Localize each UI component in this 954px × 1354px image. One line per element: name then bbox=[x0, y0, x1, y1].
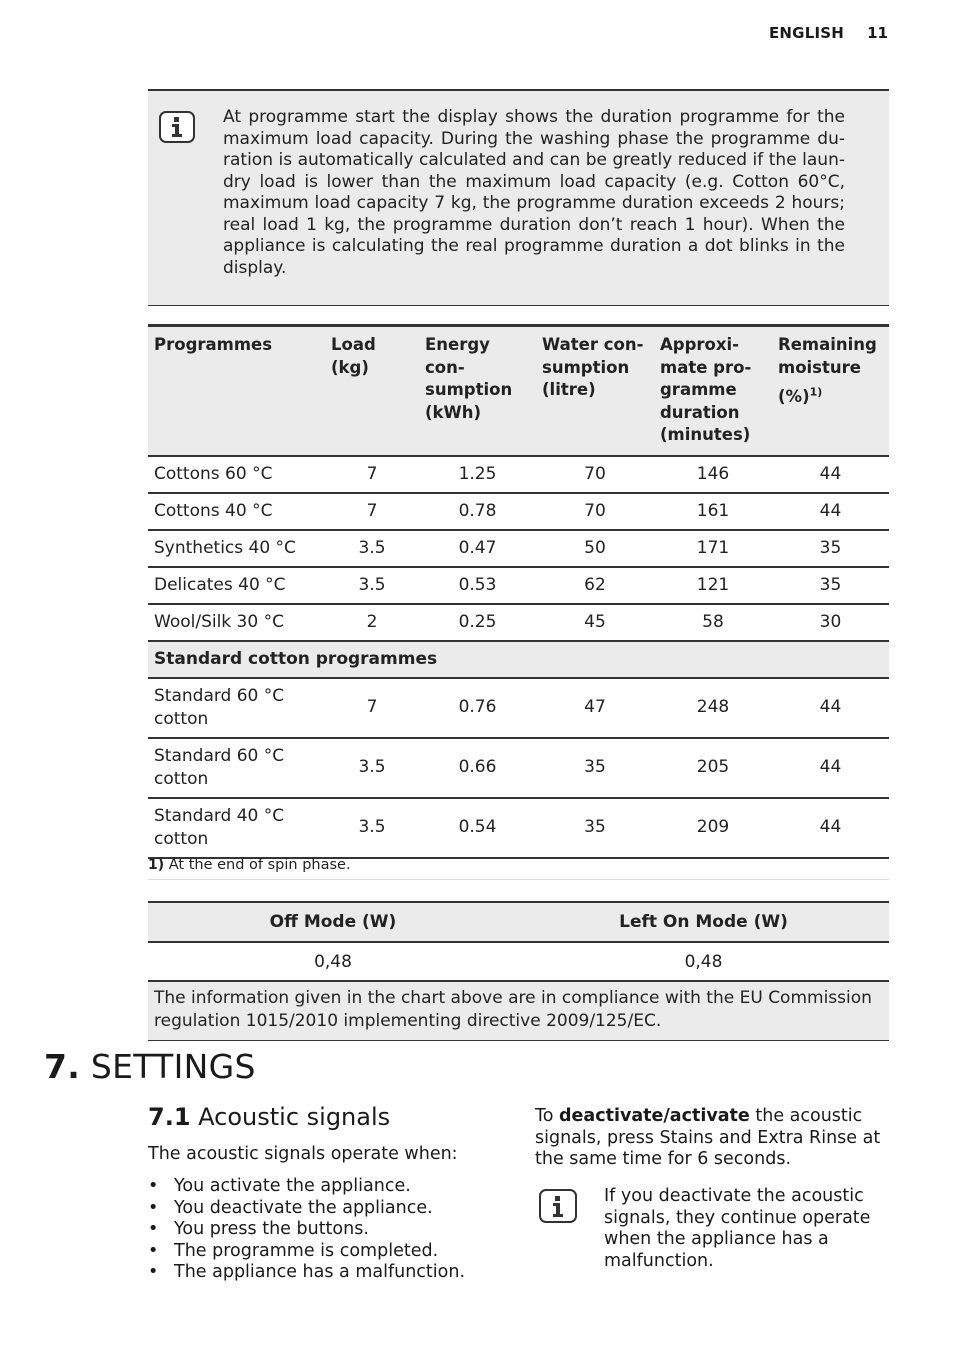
energy-value: 1.25 bbox=[419, 456, 536, 493]
compliance-note: The information given in the chart above are in compliance with the EU Commission regulation 1015/2010 implementing directive 2009/125/EC. bbox=[148, 981, 889, 1041]
off-mode-value: 0,48 bbox=[148, 942, 518, 981]
page-number: 11 bbox=[867, 24, 888, 42]
water-value: 47 bbox=[536, 678, 654, 738]
energy-value: 0.54 bbox=[419, 798, 536, 858]
load-value: 7 bbox=[325, 493, 419, 530]
programme-name: Cottons 40 °C bbox=[148, 493, 325, 530]
table-row bbox=[148, 493, 889, 530]
table-row bbox=[148, 567, 889, 604]
instructions-prefix: To bbox=[535, 1106, 559, 1126]
footnote-mark: 1) bbox=[148, 857, 165, 873]
table-section-row bbox=[148, 641, 889, 678]
instructions-suffix: the acoustic signals, press Stains and Extra Rinse at the same time for 6 seconds. bbox=[535, 1106, 881, 1170]
energy-value: 0.47 bbox=[419, 530, 536, 567]
section-number: 7.1 bbox=[148, 1103, 191, 1131]
duration-value: 209 bbox=[654, 798, 772, 858]
water-value: 45 bbox=[536, 604, 654, 641]
water-value: 35 bbox=[536, 798, 654, 858]
duration-value: 248 bbox=[654, 678, 772, 738]
load-value: 3.5 bbox=[325, 530, 419, 567]
load-value: 7 bbox=[325, 678, 419, 738]
programme-name: Standard 40 °C cotton bbox=[148, 798, 325, 858]
header-moisture-label: Remaining moisture bbox=[778, 335, 877, 377]
info-icon bbox=[159, 111, 195, 143]
section-label: Standard cotton programmes bbox=[148, 641, 889, 678]
header-energy: Energy consumption (kWh) bbox=[419, 326, 536, 456]
table-row bbox=[148, 678, 889, 738]
header-load: Load (kg) bbox=[325, 326, 419, 456]
duration-value: 146 bbox=[654, 456, 772, 493]
table-row bbox=[148, 604, 889, 641]
water-value: 62 bbox=[536, 567, 654, 604]
energy-value: 0.25 bbox=[419, 604, 536, 641]
list-item: • You activate the appliance. bbox=[148, 1176, 465, 1198]
table-footnote bbox=[148, 857, 351, 873]
chapter-title: SETTINGS bbox=[90, 1047, 256, 1086]
header-programmes: Programmes bbox=[148, 326, 325, 456]
instructions-emphasis: deactivate/activate bbox=[559, 1106, 750, 1126]
section-title: Acoustic signals bbox=[198, 1103, 391, 1131]
moisture-value: 44 bbox=[772, 738, 889, 798]
deactivate-instructions bbox=[535, 1106, 885, 1171]
table-row bbox=[148, 738, 889, 798]
table-row bbox=[148, 456, 889, 493]
load-value: 3.5 bbox=[325, 567, 419, 604]
header-duration: Approximate programme duration (minutes) bbox=[654, 326, 772, 456]
load-value: 7 bbox=[325, 456, 419, 493]
acoustic-bullet-list bbox=[148, 1176, 465, 1284]
off-mode-header: Off Mode (W) bbox=[148, 902, 518, 942]
list-item: • The appliance has a malfunction. bbox=[148, 1262, 465, 1284]
programme-name: Standard 60 °C cotton bbox=[148, 738, 325, 798]
moisture-value: 44 bbox=[772, 678, 889, 738]
info-icon bbox=[539, 1189, 577, 1223]
load-value: 2 bbox=[325, 604, 419, 641]
footnote-divider bbox=[148, 879, 889, 880]
table-row bbox=[148, 530, 889, 567]
energy-value: 0.78 bbox=[419, 493, 536, 530]
duration-value: 171 bbox=[654, 530, 772, 567]
list-item: • The programme is completed. bbox=[148, 1241, 465, 1263]
acoustic-intro: The acoustic signals operate when: bbox=[148, 1144, 458, 1164]
acoustic-note: If you deactivate the acoustic signals, they continue operate when the appliance has a malfunction. bbox=[604, 1186, 871, 1271]
duration-value: 161 bbox=[654, 493, 772, 530]
energy-value: 0.76 bbox=[419, 678, 536, 738]
programme-name: Wool/Silk 30 °C bbox=[148, 604, 325, 641]
list-item: • You deactivate the appliance. bbox=[148, 1198, 465, 1220]
moisture-value: 35 bbox=[772, 567, 889, 604]
power-mode-table bbox=[148, 901, 889, 1041]
table-row bbox=[148, 798, 889, 858]
power-value-row bbox=[148, 942, 889, 981]
energy-value: 0.53 bbox=[419, 567, 536, 604]
moisture-value: 35 bbox=[772, 530, 889, 567]
moisture-value: 44 bbox=[772, 456, 889, 493]
programme-name: Delicates 40 °C bbox=[148, 567, 325, 604]
programme-name: Cottons 60 °C bbox=[148, 456, 325, 493]
chapter-heading bbox=[44, 1047, 256, 1086]
section-heading bbox=[148, 1103, 390, 1131]
moisture-value: 44 bbox=[772, 798, 889, 858]
table-header-row bbox=[148, 326, 889, 456]
header-moisture-unit: (%) bbox=[778, 387, 810, 406]
moisture-value: 30 bbox=[772, 604, 889, 641]
load-value: 3.5 bbox=[325, 798, 419, 858]
footnote-text: At the end of spin phase. bbox=[168, 857, 351, 873]
water-value: 50 bbox=[536, 530, 654, 567]
chapter-number: 7. bbox=[44, 1047, 81, 1086]
header-language: ENGLISH bbox=[768, 24, 844, 42]
water-value: 70 bbox=[536, 456, 654, 493]
energy-value: 0.66 bbox=[419, 738, 536, 798]
header-moisture-footnote-ref: 1) bbox=[809, 385, 823, 399]
load-value: 3.5 bbox=[325, 738, 419, 798]
info-note-text: At programme start the display shows the duration programme for the maximum load capacity. During the washing phase the programme duration is automatically calculated and can be greatly reduced if the laundry load is lower than the maximum load capacity (e.g. Cotton 60°C, maximum load capacity 7 kg, the programme duration exceeds 2 hours; real load 1 kg, the programme duration don’t reach 1 hour). When the appliance is calculating the real programme duration a dot blinks in the display. bbox=[223, 107, 845, 278]
programme-name: Standard 60 °C cotton bbox=[148, 678, 325, 738]
duration-value: 121 bbox=[654, 567, 772, 604]
programme-table bbox=[148, 324, 889, 859]
programme-name: Synthetics 40 °C bbox=[148, 530, 325, 567]
power-header-row bbox=[148, 902, 889, 942]
water-value: 35 bbox=[536, 738, 654, 798]
moisture-value: 44 bbox=[772, 493, 889, 530]
left-on-mode-value: 0,48 bbox=[518, 942, 889, 981]
header-moisture bbox=[772, 326, 889, 456]
duration-value: 58 bbox=[654, 604, 772, 641]
left-on-mode-header: Left On Mode (W) bbox=[518, 902, 889, 942]
duration-value: 205 bbox=[654, 738, 772, 798]
list-item: • You press the buttons. bbox=[148, 1219, 465, 1241]
header-water: Water consumption (litre) bbox=[536, 326, 654, 456]
water-value: 70 bbox=[536, 493, 654, 530]
compliance-row bbox=[148, 981, 889, 1041]
